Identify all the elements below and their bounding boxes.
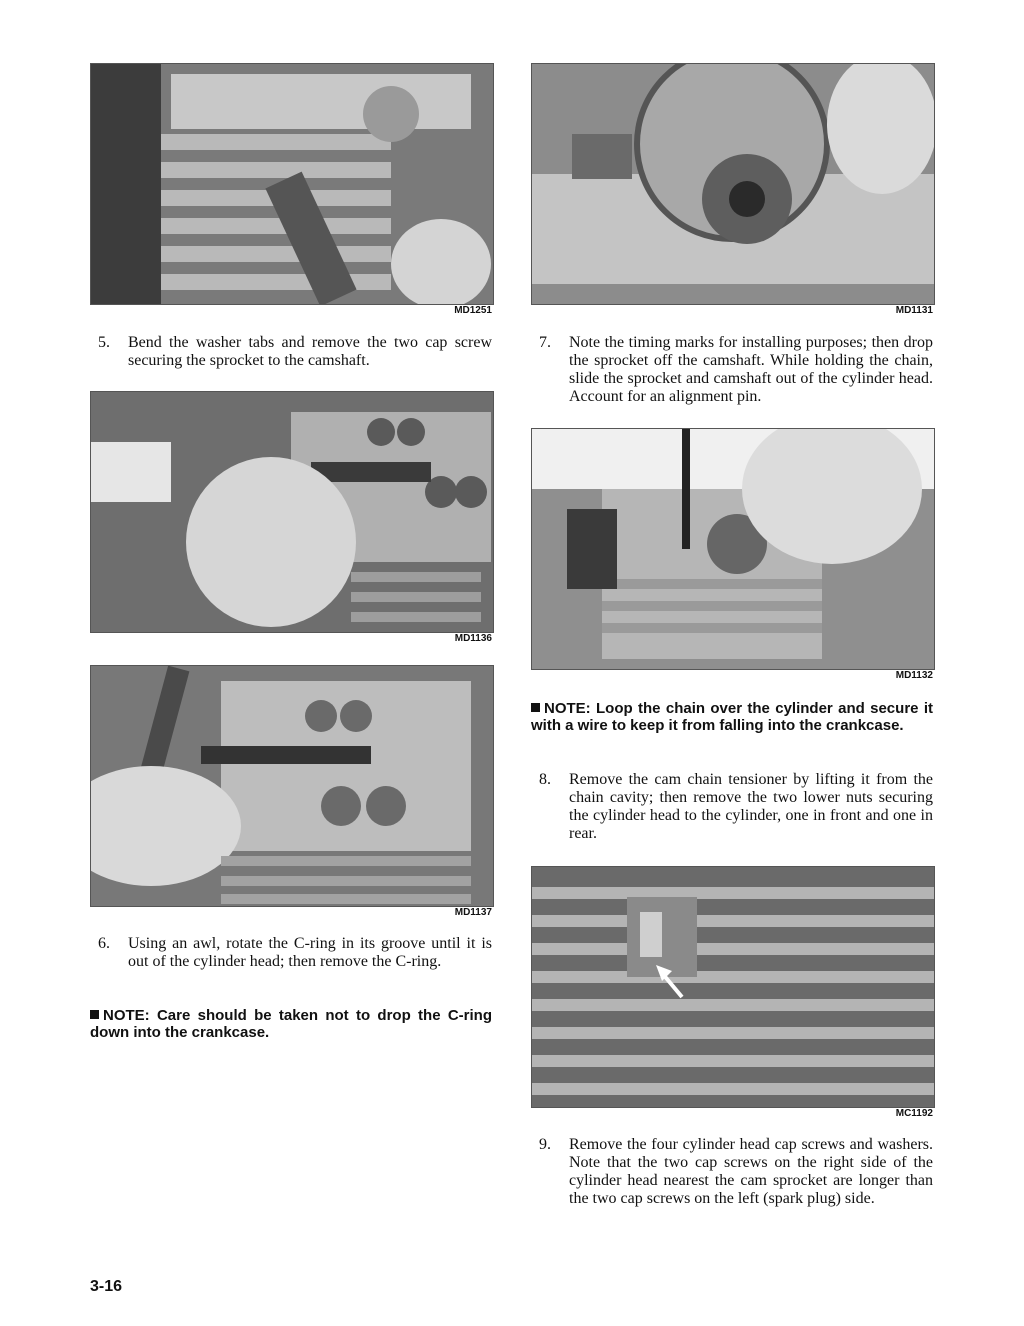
photo-md1131 bbox=[531, 63, 935, 305]
step-text: Remove the cam chain tensioner by lifting it from the chain cavity; then remove the two lower nuts securing the cylinder head to the cylinder, one in front and one in rear. bbox=[569, 771, 933, 842]
photo-mc1192-image bbox=[532, 867, 934, 1107]
note-text: NOTE: Loop the chain over the cylinder and secure it with a wire to keep it from falling into the crankcase. bbox=[531, 700, 933, 734]
step-8 bbox=[539, 771, 933, 843]
step-6 bbox=[98, 935, 492, 971]
photo-caption: MD1132 bbox=[895, 670, 933, 681]
step-text: Note the timing marks for installing purposes; then drop the sprocket off the camshaft. While holding the chain, slide the sprocket and camshaft out of the cylinder head. Account for an alignment pin. bbox=[569, 334, 933, 405]
photo-md1136 bbox=[90, 391, 494, 633]
photo-caption: MD1136 bbox=[454, 633, 492, 644]
photo-md1131-image bbox=[532, 64, 934, 304]
photo-md1251 bbox=[90, 63, 494, 305]
step-number: 6. bbox=[98, 935, 110, 952]
step-number: 5. bbox=[98, 334, 110, 351]
photo-caption: MD1251 bbox=[454, 305, 492, 316]
step-number: 8. bbox=[539, 771, 551, 788]
page-number: 3-16 bbox=[90, 1278, 123, 1295]
photo-md1137 bbox=[90, 665, 494, 907]
step-number: 9. bbox=[539, 1136, 551, 1153]
note-loop-chain bbox=[531, 700, 933, 734]
step-text: Remove the four cylinder head cap screws and washers. Note that the two cap screws on the right side of the cylinder head nearest the cam sprocket are longer than the two cap screws on the left (spark plug) side. bbox=[569, 1136, 933, 1207]
photo-md1132 bbox=[531, 428, 935, 670]
photo-md1136-image bbox=[91, 392, 493, 632]
photo-md1137-image bbox=[91, 666, 493, 906]
step-5 bbox=[98, 334, 492, 370]
step-9 bbox=[539, 1136, 933, 1208]
note-bullet-icon bbox=[90, 1010, 99, 1019]
note-c-ring bbox=[90, 1007, 492, 1041]
photo-md1132-image bbox=[532, 429, 934, 669]
note-text: NOTE: Care should be taken not to drop the C-ring down into the crankcase. bbox=[90, 1007, 492, 1041]
step-text: Bend the washer tabs and remove the two cap screw securing the sprocket to the camshaft. bbox=[128, 334, 492, 369]
photo-caption: MD1137 bbox=[454, 907, 492, 918]
note-bullet-icon bbox=[531, 703, 540, 712]
step-number: 7. bbox=[539, 334, 551, 351]
photo-caption: MC1192 bbox=[895, 1108, 933, 1119]
photo-md1251-image bbox=[91, 64, 493, 304]
photo-mc1192 bbox=[531, 866, 935, 1108]
photo-caption: MD1131 bbox=[895, 305, 933, 316]
step-7 bbox=[539, 334, 933, 406]
step-text: Using an awl, rotate the C-ring in its groove until it is out of the cylinder head; then remove the C-ring. bbox=[128, 935, 492, 970]
